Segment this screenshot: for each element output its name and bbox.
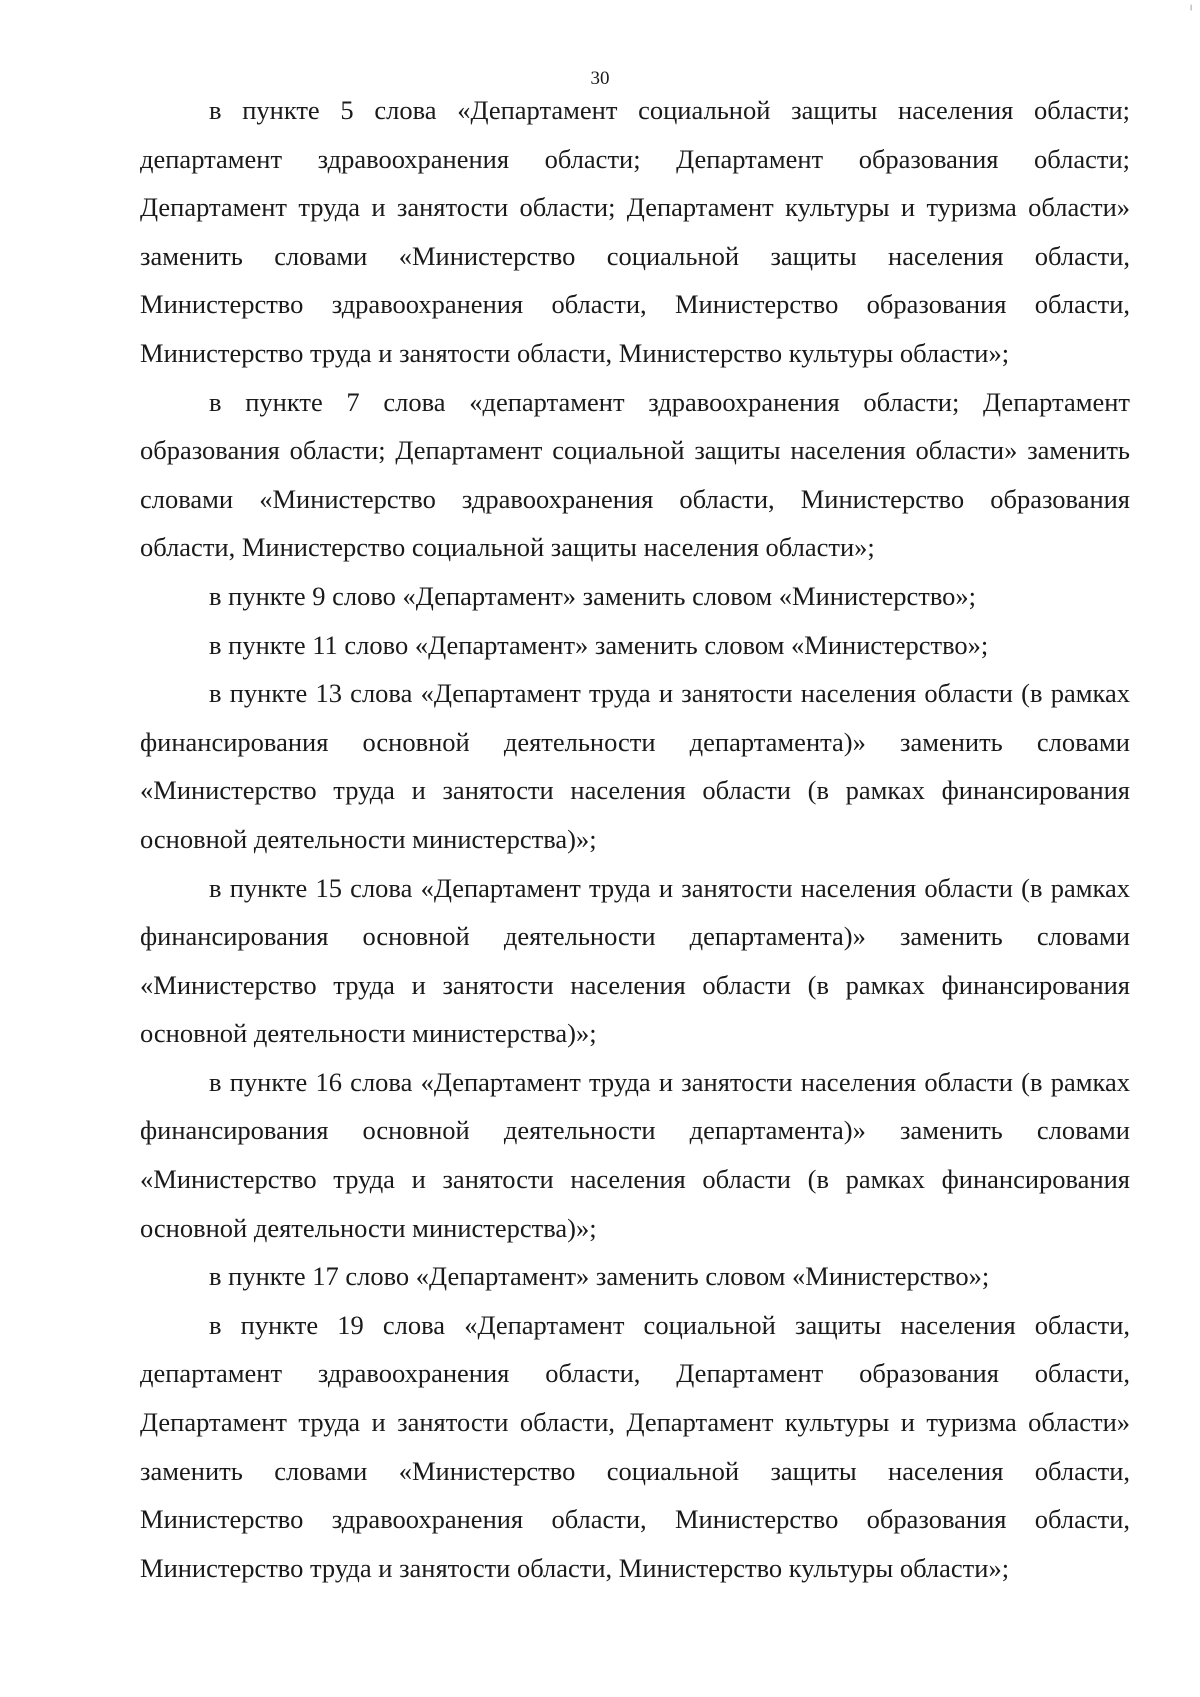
paragraph-item-13: в пункте 13 слова «Департамент труда и занятости населения области (в рамках финансирования основной деятельности департамента)» заменить словами «Министерство труда и занятости населения области (в рамках финансирования основной деятельности министерства)»;	[140, 678, 1130, 854]
paragraph-item-15: в пункте 15 слова «Департамент труда и занятости населения области (в рамках финансирования основной деятельности департамента)» заменить словами «Министерство труда и занятости населения области (в рамках финансирования основной деятельности министерства)»;	[140, 872, 1130, 1049]
document-body	[140, 86, 1130, 1592]
page-number: 30	[590, 68, 610, 89]
paragraph-item-16: в пункте 16 слова «Департамент труда и занятости населения области (в рамках финансирования основной деятельности департамента)» заменить словами «Министерство труда и занятости населения области (в рамках финансирования основной деятельности министерства)»;	[140, 1066, 1130, 1243]
paragraph-item-17: в пункте 17 слово «Департамент» заменить словом «Министерство»;	[209, 1261, 990, 1292]
paragraph-item-11: в пункте 11 слово «Департамент» заменить словом «Министерство»;	[209, 629, 989, 660]
scan-corner-mark: ╷	[1187, 0, 1194, 11]
paragraph-item-9: в пункте 9 слово «Департамент» заменить словом «Министерство»;	[209, 580, 977, 611]
paragraph-item-5: в пункте 5 слова «Департамент социальной защиты населения области; департамент здравоохранения области; Департамент образования области; Департамент труда и занятости области; Департамент культуры и туризма области» заменить словами «Министерство социальной защиты населения области, Министерство здравоохранения области, Министерство образования области, Министерство труда и занятости области, Министерство культуры области»;	[140, 95, 1130, 368]
paragraph-item-7: в пункте 7 слова «департамент здравоохранения области; Департамент образования области; Департамент социальной защиты населения области» заменить словами «Министерство здравоохранения области, Министерство образования области, Министерство социальной защиты населения области»;	[140, 386, 1130, 563]
paragraph-item-19: в пункте 19 слова «Департамент социальной защиты населения области, департамент здравоохранения области, Департамент образования области, Департамент труда и занятости области, Департамент культуры и туризма области» заменить словами «Министерство социальной защиты населения области, Министерство здравоохранения области, Министерство образования области, Министерство труда и занятости области, Министерство культуры области»;	[140, 1309, 1130, 1583]
